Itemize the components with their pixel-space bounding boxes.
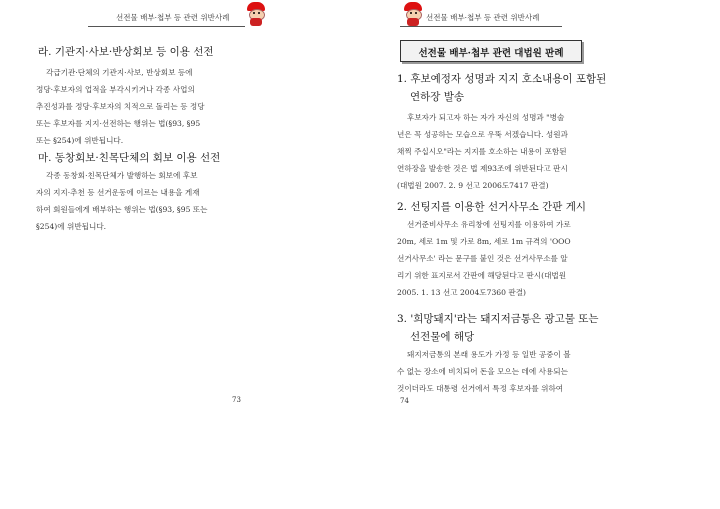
left-header	[88, 8, 245, 27]
para-line: 연하장을 발송한 것은 법 제93조에 위반된다고 판시	[397, 164, 568, 173]
para-line: 수 없는 장소에 비치되어 돈을 모으는 데에 사용되는	[397, 367, 568, 376]
para-line: 각종 동창회·친목단체가 발행하는 회보에 후보	[46, 171, 198, 180]
para-line: 추진성과를 정당·후보자의 치적으로 돌리는 등 정당	[36, 102, 205, 111]
para-line: 년은 꼭 성공하는 모습으로 우뚝 서겠습니다. 성원과	[397, 130, 568, 139]
heading-ra: 라. 기관지·사보·반상회보 등 이용 선전	[38, 46, 214, 58]
para-line: 각급기관·단체의 기관지·사보, 반상회보 등에	[46, 68, 193, 77]
para-line: 선거준비사무소 유리창에 선팅지를 이용하여 가로	[407, 220, 571, 229]
mascot-icon	[245, 2, 267, 26]
para-line: 선거사무소' 라는 문구를 붙인 것은 선거사무소를 알	[397, 254, 568, 263]
para-line: 자의 지지·추천 등 선거운동에 이르는 내용을 게재	[36, 188, 200, 197]
para-line: (대법원 2007. 2. 9 선고 2006도7417 판결)	[397, 181, 549, 190]
para-line: 20m, 세로 1m 및 가로 8m, 세로 1m 규격의 'OOO	[397, 237, 571, 246]
para-line: 또는 후보자를 지지·선전하는 행위는 법(§93, §95	[36, 119, 201, 128]
item2-paragraph	[397, 216, 571, 301]
para-line: 것이더라도 대통령 선거에서 특정 후보자를 위하여	[397, 384, 564, 393]
page-number-left: 73	[232, 396, 241, 404]
heading-line: 3. '희망돼지'라는 돼지저금통은 광고물 또는	[397, 313, 599, 325]
para-line: §254)에 위반됩니다.	[36, 222, 107, 231]
para-line: 하여 회원들에게 배부하는 행위는 법(§93, §95 또는	[36, 205, 208, 214]
heading-line: 1. 후보예정자 성명과 지지 호소내용이 포함된	[397, 73, 607, 85]
paragraph-ra	[36, 64, 205, 149]
item3-paragraph	[397, 346, 571, 397]
page-number-right: 74	[400, 397, 409, 405]
para-line: 또는 §254)에 위반됩니다.	[36, 136, 124, 145]
item2-heading: 2. 선팅지를 이용한 선거사무소 간판 게시	[397, 201, 586, 213]
para-line: 2005. 1. 13 선고 2004도7360 판결)	[397, 288, 527, 297]
paragraph-ma	[36, 167, 207, 235]
item3-heading	[397, 310, 599, 346]
item1-paragraph	[397, 109, 568, 194]
para-line: 후보자가 되고자 하는 자가 자신의 성명과 "병술	[407, 113, 565, 122]
heading-line: 연하장 발송	[410, 91, 465, 103]
heading-line: 선전물에 해당	[410, 331, 475, 343]
item1-heading	[397, 70, 606, 106]
para-line: 돼지저금통의 본래 용도가 가정 등 일반 공중이 볼	[407, 350, 571, 359]
para-line: 정당·후보자의 업적을 부각시키거나 각종 사업의	[36, 85, 195, 94]
heading-ma: 마. 동창회보·친목단체의 회보 이용 선전	[38, 152, 221, 164]
left-header-text: 선전물 배부·첩부 등 관련 위반사례	[116, 13, 230, 22]
right-header-text: 선전물 배부·첩부 등 관련 위반사례	[426, 13, 540, 22]
section-title-box	[400, 40, 582, 62]
right-header	[400, 8, 562, 27]
para-line: 채찍 주십시오"라는 지지를 호소하는 내용이 포함된	[397, 147, 567, 156]
section-title: 선전물 배부·첩부 관련 대법원 판례	[418, 48, 564, 59]
para-line: 리기 위한 표지로서 간판에 해당된다고 판시(대법원	[397, 271, 567, 280]
